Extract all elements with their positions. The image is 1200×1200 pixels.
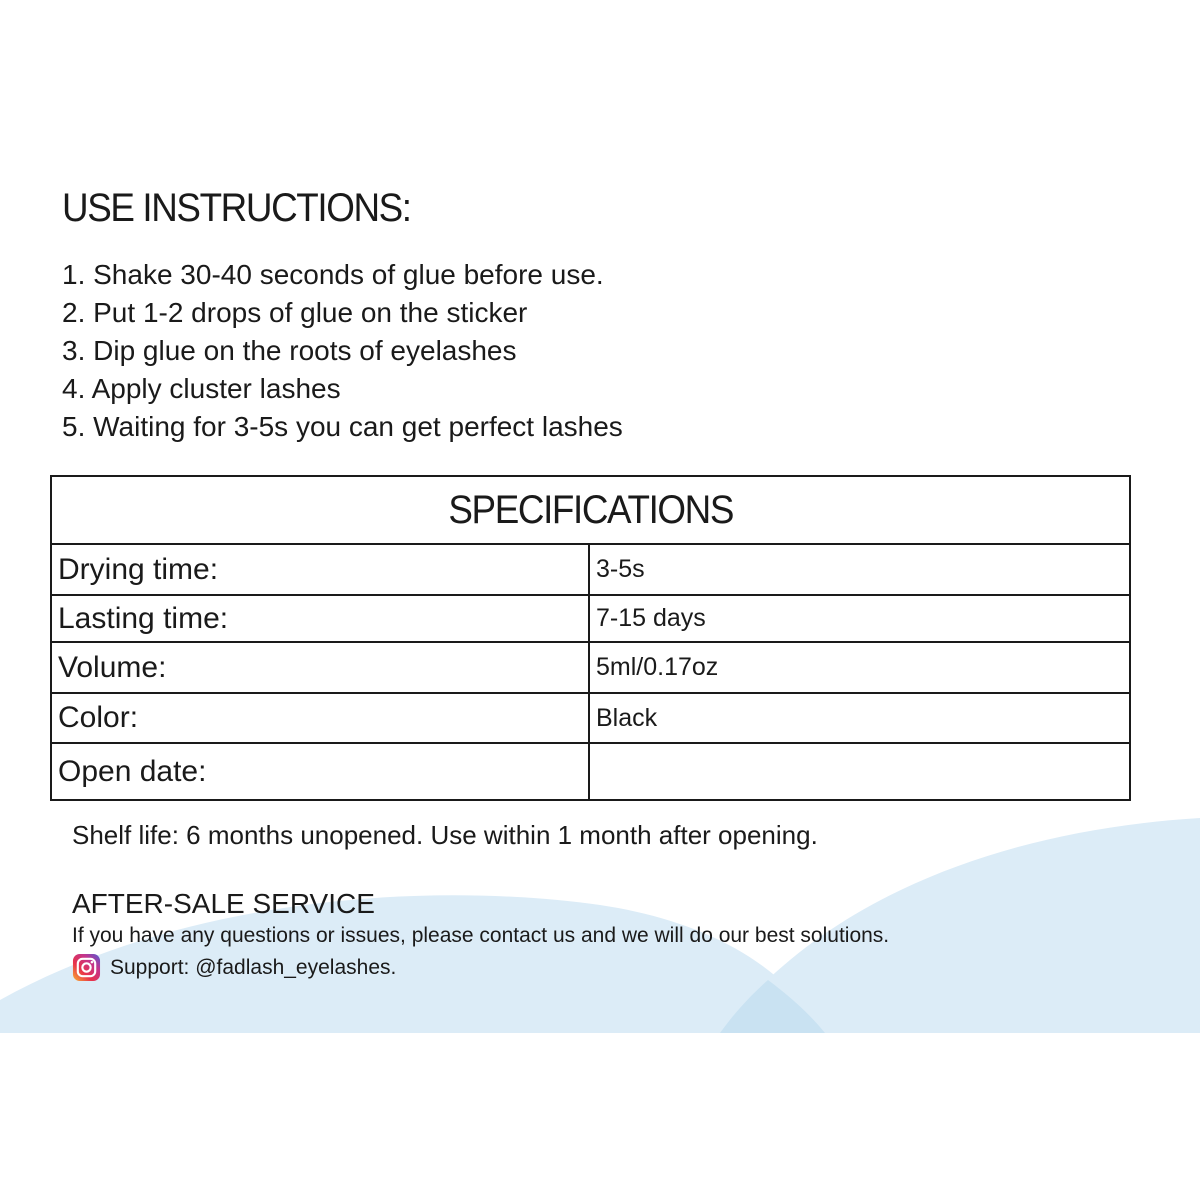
specifications-table <box>50 475 1131 801</box>
spec-label: Color: <box>51 693 589 743</box>
after-sale-heading: AFTER-SALE SERVICE <box>72 888 375 919</box>
spec-label: Open date: <box>51 743 589 800</box>
spec-label: Drying time: <box>51 544 589 595</box>
instruction-step: 4. Apply cluster lashes <box>62 373 341 404</box>
instruction-step: 1. Shake 30-40 seconds of glue before use. <box>62 259 604 290</box>
instruction-step: 5. Waiting for 3-5s you can get perfect lashes <box>62 411 623 442</box>
instructions-list <box>62 256 623 446</box>
spec-row-volume <box>51 642 1130 693</box>
spec-label: Volume: <box>51 642 589 693</box>
spec-value: Black <box>589 693 1130 743</box>
instruction-step: 2. Put 1-2 drops of glue on the sticker <box>62 297 528 328</box>
spec-value: 7-15 days <box>589 595 1130 642</box>
after-sale-text: If you have any questions or issues, please contact us and we will do our best solutions. <box>72 924 890 947</box>
specifications-title-cell <box>51 476 1130 544</box>
support-line <box>72 953 396 982</box>
instruction-step: 3. Dip glue on the roots of eyelashes <box>62 335 517 366</box>
support-handle: Support: @fadlash_eyelashes. <box>110 955 397 979</box>
spec-value: 5ml/0.17oz <box>589 642 1130 693</box>
instagram-icon <box>72 953 101 982</box>
spec-row-drying-time <box>51 544 1130 595</box>
spec-row-open-date <box>51 743 1130 800</box>
spec-label: Lasting time: <box>51 595 589 642</box>
spec-row-lasting-time <box>51 595 1130 642</box>
specifications-title: SPECIFICATIONS <box>448 487 733 532</box>
instructions-heading: USE INSTRUCTIONS: <box>62 186 411 230</box>
spec-value <box>589 743 1130 800</box>
spec-row-color <box>51 693 1130 743</box>
spec-value: 3-5s <box>589 544 1130 595</box>
shelf-life-note: Shelf life: 6 months unopened. Use within 1 month after opening. <box>72 820 818 850</box>
